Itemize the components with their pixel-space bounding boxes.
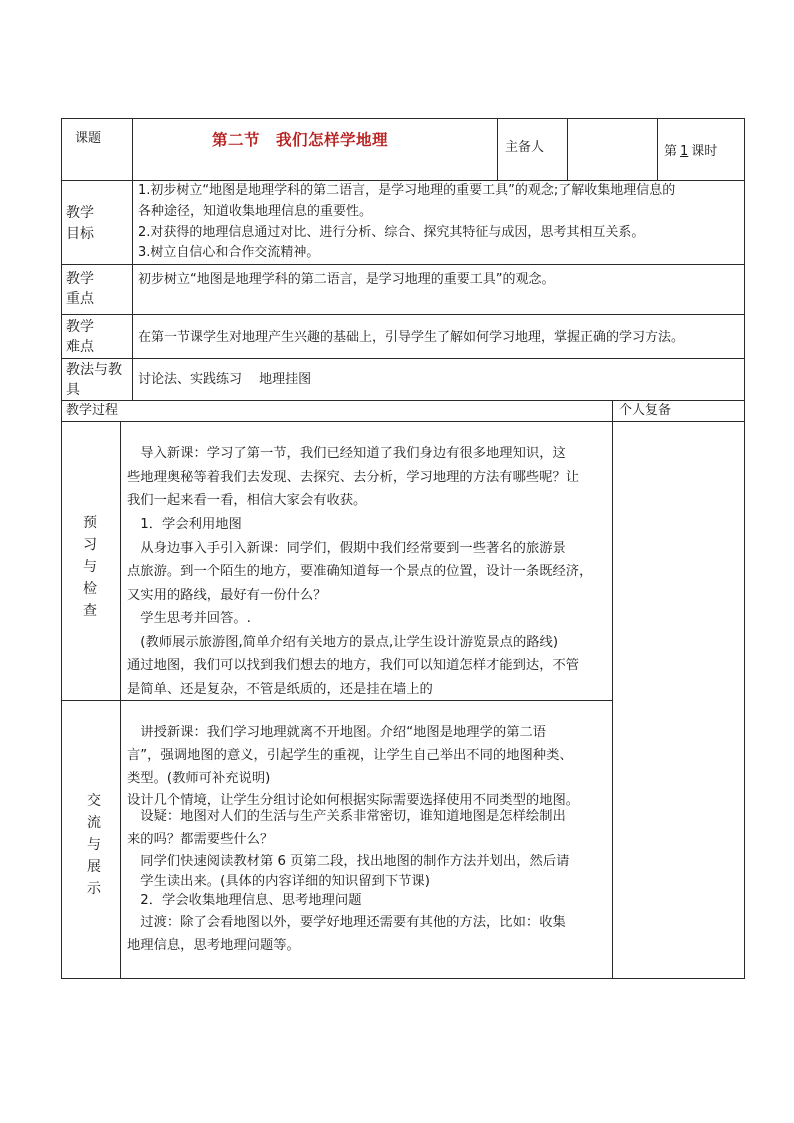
methods-label-line1: 教法与教 <box>66 362 122 378</box>
section1-line: 从身边事入手引入新课：同学们，假期中我们经常要到一些著名的旅游景 <box>127 541 566 556</box>
section1-line: 1．学会利用地图 <box>127 517 242 532</box>
preparer-value[interactable] <box>575 140 651 156</box>
methods-label-line2: 具 <box>66 382 80 398</box>
section1-line: 点旅游。到一个陌生的地方，要准确知道每一个景点的位置，设计一条既经济， <box>127 564 593 579</box>
row-divider-methods <box>61 400 745 401</box>
keypoints-text: 初步树立“地图是地理学科的第二语言，是学习地理的重要工具”的观念。 <box>138 272 555 287</box>
review-label: 个人复备 <box>619 403 672 418</box>
row-divider-keypoints <box>61 314 745 315</box>
methods-text: 讨论法、实践练习 地理挂图 <box>138 372 312 387</box>
row-divider-difficulties <box>61 358 745 359</box>
section1-label-char: 预 <box>83 515 97 531</box>
objectives-label-line2: 目标 <box>66 226 94 242</box>
table-border-bottom <box>61 978 745 979</box>
section2-line: 学生读出来。(具体的内容详细的知识留到下节课) <box>127 874 430 889</box>
section2-line: 类型。(教师可补充说明) <box>127 771 271 786</box>
row-divider-objectives <box>61 264 745 265</box>
lesson-suffix: 课时 <box>691 144 718 159</box>
section2-label-char: 交 <box>87 793 101 809</box>
section2-line: 同学们快速阅读教材第 6 页第二段，找出地图的制作方法并划出，然后请 <box>127 854 570 869</box>
topic-label: 课题 <box>75 131 102 146</box>
section1-line: 学生思考并回答。. <box>127 611 251 626</box>
section1-label-char: 检 <box>83 581 97 597</box>
section2-label-char: 流 <box>87 815 101 831</box>
table-border-right <box>744 118 745 979</box>
keypoints-label-line2: 重点 <box>66 291 94 307</box>
lesson-number[interactable]: 1 <box>680 144 689 159</box>
section1-line: 又实用的路线，最好有一份什么？ <box>127 588 327 603</box>
section1-line: 导入新课：学习了第一节，我们已经知道了我们身边有很多地理知识，这 <box>127 446 566 461</box>
review-column-divider <box>612 400 613 979</box>
section2-label-char: 与 <box>87 837 101 853</box>
keypoints-label-line1: 教学 <box>66 271 94 287</box>
section1-line: 我们一起来看一看，相信大家会有收获。 <box>127 493 367 508</box>
section1-label-char: 与 <box>83 559 97 575</box>
section2-label-char: 示 <box>87 881 101 897</box>
objectives-label-line1: 教学 <box>66 205 94 221</box>
section1-line: 通过地图，我们可以找到我们想去的地方，我们可以知道怎样才能到达，不管 <box>127 658 580 673</box>
section2-line: 言”，强调地图的意义，引起学生的重视，让学生自己举出不同的地图种类、 <box>127 748 573 763</box>
objectives-line: 2.对获得的地理信息通过对比、进行分析、综合、探究其特征与成因，思考其相互关系。 <box>138 225 645 240</box>
section2-line: 设疑：地图对人们的生活与生产关系非常密切，谁知道地图是怎样绘制出 <box>127 809 566 824</box>
difficulties-label-line1: 教学 <box>66 319 94 335</box>
section1-line: 些地理奥秘等着我们去发现、去探究、去分析，学习地理的方法有哪些呢？让 <box>127 470 580 485</box>
section2-line: 来的吗？都需要些什么？ <box>127 832 274 847</box>
section-label-divider <box>120 421 121 979</box>
lesson-number-field <box>664 140 717 159</box>
difficulties-text: 在第一节课学生对地理产生兴趣的基础上，引导学生了解如何学习地理，掌握正确的学习方法。 <box>138 330 685 345</box>
section2-label-char: 展 <box>87 859 101 875</box>
section2-line: 地理信息，思考地理问题等。 <box>127 938 300 953</box>
process-label: 教学过程 <box>66 403 119 418</box>
section1-line: 是简单、还是复杂，不管是纸质的，还是挂在墙上的 <box>127 682 433 697</box>
row-divider-process <box>61 421 745 422</box>
row-divider-header <box>61 180 745 181</box>
section2-line: 设计几个情境，让学生分组讨论如何根据实际需要选择使用不同类型的地图。 <box>127 793 580 808</box>
section2-vertical-label <box>84 790 104 900</box>
section2-line: 过渡：除了会看地图以外，要学好地理还需要有其他的方法，比如：收集 <box>127 915 566 930</box>
header-divider-preparer <box>567 118 568 181</box>
label-column-divider <box>132 118 133 401</box>
section2-line: 讲授新课：我们学习地理就离不开地图。介绍“地图是地理学的第二语 <box>127 725 547 740</box>
objectives-line: 3.树立自信心和合作交流精神。 <box>138 245 320 260</box>
preparer-label: 主备人 <box>505 140 545 155</box>
table-border-top <box>61 118 745 119</box>
section1-vertical-label <box>80 512 100 622</box>
lesson-prefix: 第 <box>664 144 678 159</box>
section1-label-char: 习 <box>83 537 97 553</box>
objectives-line: 各种途径，知道收集地理信息的重要性。 <box>138 204 373 219</box>
section1-line: (教师展示旅游图,简单介绍有关地方的景点,让学生设计游览景点的路线) <box>127 635 559 650</box>
header-divider-title <box>497 118 498 181</box>
objectives-line: 1.初步树立“地图是地理学科的第二语言，是学习地理的重要工具”的观念;了解收集地理信息的 <box>138 183 676 198</box>
difficulties-label-line2: 难点 <box>66 339 94 355</box>
page-title: 第二节 我们怎样学地理 <box>212 130 389 149</box>
section2-line: 2．学会收集地理信息、思考地理问题 <box>127 893 362 908</box>
section1-label-char: 查 <box>83 603 97 619</box>
header-divider-lesson <box>657 118 658 181</box>
table-border-left <box>61 118 62 979</box>
